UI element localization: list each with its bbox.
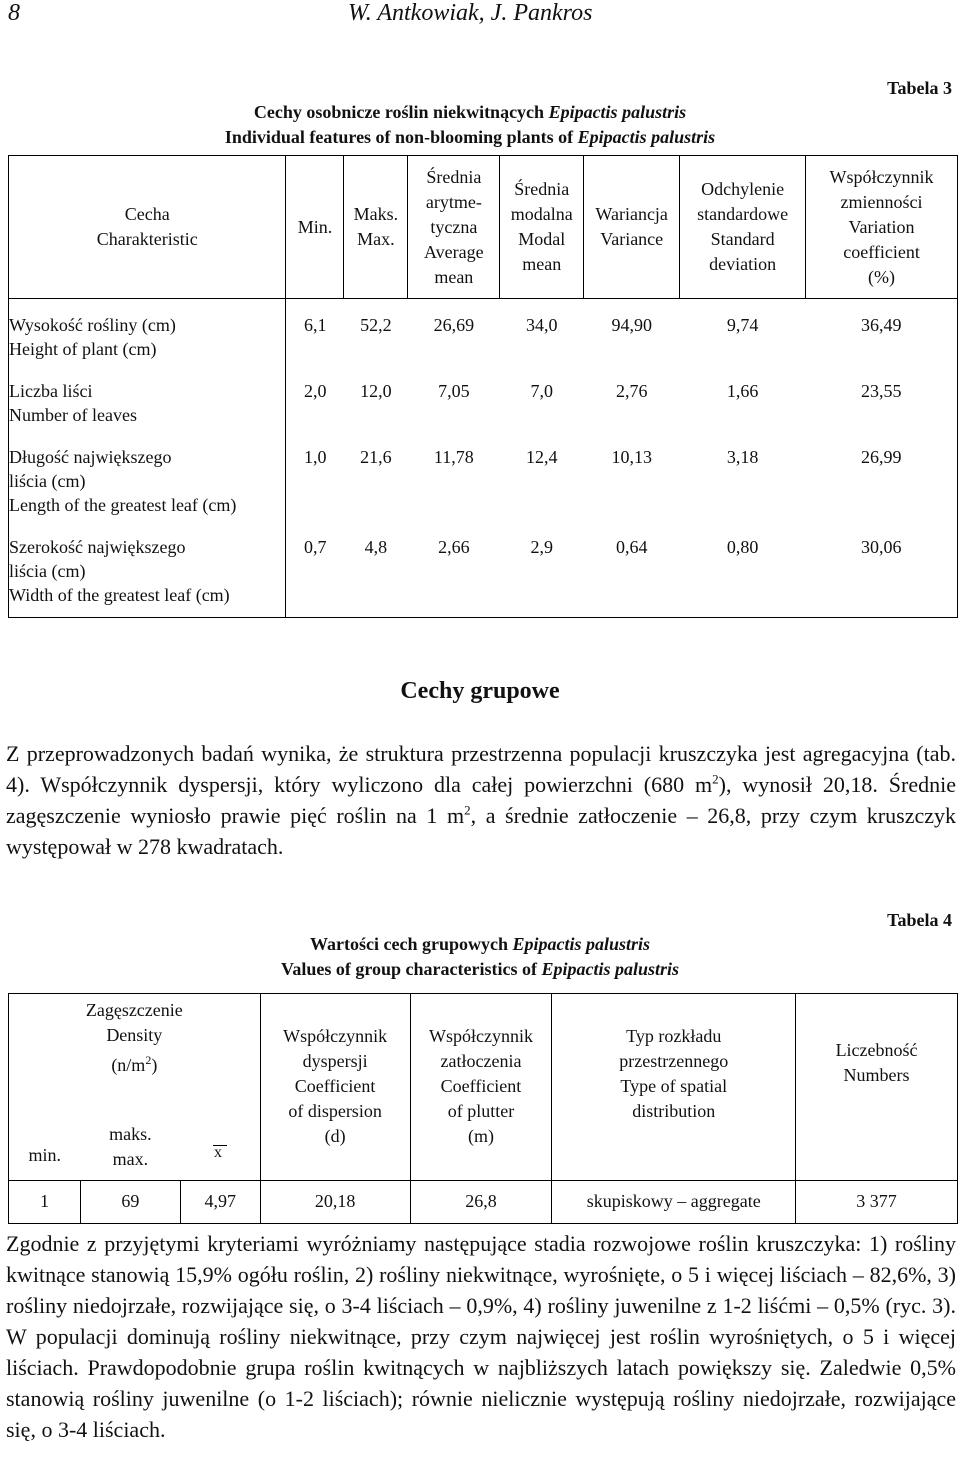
cell-cv: 26,99 (806, 445, 958, 535)
col-header-dispersion: Współczynnik dyspersji Coefficient of dispersion (d) (260, 994, 410, 1181)
cell-max: 69 (80, 1180, 180, 1223)
cell-min: 1 (9, 1180, 81, 1223)
closing-paragraph: Zgodnie z przyjętymi kryteriami wyróżniamy następujące stadia rozwojowe roślin kruszczyka: 1) rośliny kwitnące stanowią 15,9% ogółu roślin, 2) rośliny niekwitnące, wyrośnięte, o 5 i więcej liściach – 82,6%, 3) rośliny niedojrzałe, rozwijające się, o 3-4 liściach – 0,9%, 4) rośliny juwenilne z 1-2 liśćmi – 0,5% (ryc. 3). W populacji dominują rośliny niekwitnące, przy czym najwięcej jest roślin wyrośniętych, o 5 i więcej liściach. Prawdopodobnie grupa roślin kwitnących w najbliższych latach powiększy się. Zaledwie 0,5% stanowią rośliny juwenilne (o 1-2 liściach); równie nielicznie występują rośliny niedojrzałe, rozwijające się, o 3-4 liściach. (6, 1231, 956, 1442)
table4-caption-en: Values of group characteristics of Epipactis palustris (280, 959, 679, 979)
table3-caption-pl: Cechy osobnicze roślin niekwitnących Epipactis palustris (253, 102, 687, 122)
table3 (8, 155, 958, 618)
cell-average: 11,78 (433, 447, 474, 467)
cell-modal: 12,4 (526, 447, 558, 467)
cell-stddev: 1,66 (726, 381, 759, 401)
cell-average: 7,05 (438, 381, 470, 401)
cell-variance: 2,76 (615, 381, 648, 401)
row-feature: Długość największego liścia (cm) Length of the greatest leaf (cm) (9, 445, 286, 535)
col-header-distribution: Typ rozkładu przestrzennego Type of spatial distribution (552, 994, 796, 1181)
cell-modal: 7,0 (530, 381, 553, 401)
cell-variance: 10,13 (611, 447, 652, 467)
cell-variance: 0,64 (584, 535, 680, 617)
row-feature: Liczba liści Number of leaves (9, 379, 286, 445)
table-row (9, 445, 958, 535)
cell-min: 0,7 (286, 535, 344, 617)
table4-caption (120, 932, 840, 982)
cell-min: 1,0 (286, 445, 344, 535)
cell-stddev: 3,18 (726, 447, 759, 467)
col-header-modal: Średnia modalna Modal mean (500, 156, 584, 299)
cell-numbers: 3 377 (796, 1180, 958, 1223)
cell-stddev: 9,74 (726, 315, 759, 335)
col-header-plutter: Współczynnik zatłoczenia Coefficient of plutter (m) (410, 994, 552, 1181)
col-header-stddev: Odchylenie standardowe Standard deviation (680, 156, 806, 299)
row-feature: Szerokość największego liścia (cm) Width of the greatest leaf (cm) (9, 535, 286, 617)
col-header-max: maks. max. (80, 1082, 180, 1180)
table-row (9, 1180, 958, 1223)
col-header-min: Min. (286, 156, 344, 299)
table3-header-row (9, 156, 958, 299)
cell-max: 4,8 (344, 535, 408, 617)
col-header-variance: Wariancja Variance (584, 156, 680, 299)
cell-max: 12,0 (360, 381, 392, 401)
cell-min: 2,0 (286, 379, 344, 445)
cell-plutter: 26,8 (410, 1180, 552, 1223)
table-row (9, 379, 958, 445)
running-title: W. Antkowiak, J. Pankros (348, 0, 593, 26)
table4-label: Tabela 4 (887, 910, 952, 930)
cell-max: 52,2 (360, 315, 392, 335)
col-header-max: Maks. Max. (344, 156, 408, 299)
cell-cv: 36,49 (806, 313, 958, 379)
cell-average: 26,69 (433, 315, 475, 335)
table3-caption (40, 100, 900, 150)
running-header (8, 0, 952, 30)
col-header-cv: Współczynnik zmienności Variation coefficient (%) (806, 156, 958, 299)
col-header-mean (180, 1082, 260, 1180)
table4-caption-pl: Wartości cech grupowych Epipactis palustris (309, 934, 650, 954)
cell-max: 21,6 (360, 447, 392, 467)
cell-variance: 94,90 (611, 315, 652, 335)
section-title: Cechy grupowe (400, 678, 560, 704)
cell-modal: 34,0 (526, 315, 558, 335)
cell-dispersion: 20,18 (260, 1180, 410, 1223)
table4 (8, 993, 958, 1224)
cell-stddev: 0,80 (680, 535, 806, 617)
table3-label: Tabela 3 (887, 78, 952, 98)
section-paragraph: Z przeprowadzonych badań wynika, że struktura przestrzenna populacji kruszczyka jest agregacyjna (tab. 4). Współczynnik dyspersji, który wyliczono dla całej powierzchni (680 $m^2$), wynosił 20,18. Średnie zagęszczenie wyniosło prawie pięć roślin na 1 $m^2$, a średnie zatłoczenie – 26,8, przy czym kruszczyk występował w 278 kwadratach. (6, 741, 957, 859)
col-header-numbers: Liczebność Numbers (796, 994, 958, 1181)
col-header-feature: Cecha Charakteristic (9, 156, 286, 299)
cell-mean: 4,97 (180, 1180, 260, 1223)
cell-modal: 2,9 (500, 535, 584, 617)
table3-caption-en: Individual features of non-blooming plants of Epipactis palustris (224, 127, 716, 147)
cell-cv: 30,06 (806, 535, 958, 617)
col-header-min: min. (9, 1082, 81, 1180)
cell-min: 6,1 (286, 313, 344, 379)
row-feature: Wysokość rośliny (cm) Height of plant (cm) (9, 313, 286, 379)
table-row (9, 313, 958, 379)
col-header-density: Zagęszczenie Density $(n/m^2)$ (9, 994, 261, 1083)
cell-cv: 23,55 (806, 379, 958, 445)
col-header-average: Średnia arytme- tyczna Average mean (408, 156, 500, 299)
cell-distribution: skupiskowy – aggregate (552, 1180, 796, 1223)
cell-average: 2,66 (408, 535, 500, 617)
mean-x-bar-symbol: x (213, 1143, 227, 1161)
table4-header-row-1 (9, 994, 958, 1083)
page-number: 8 (8, 0, 20, 26)
table-row (9, 535, 958, 617)
